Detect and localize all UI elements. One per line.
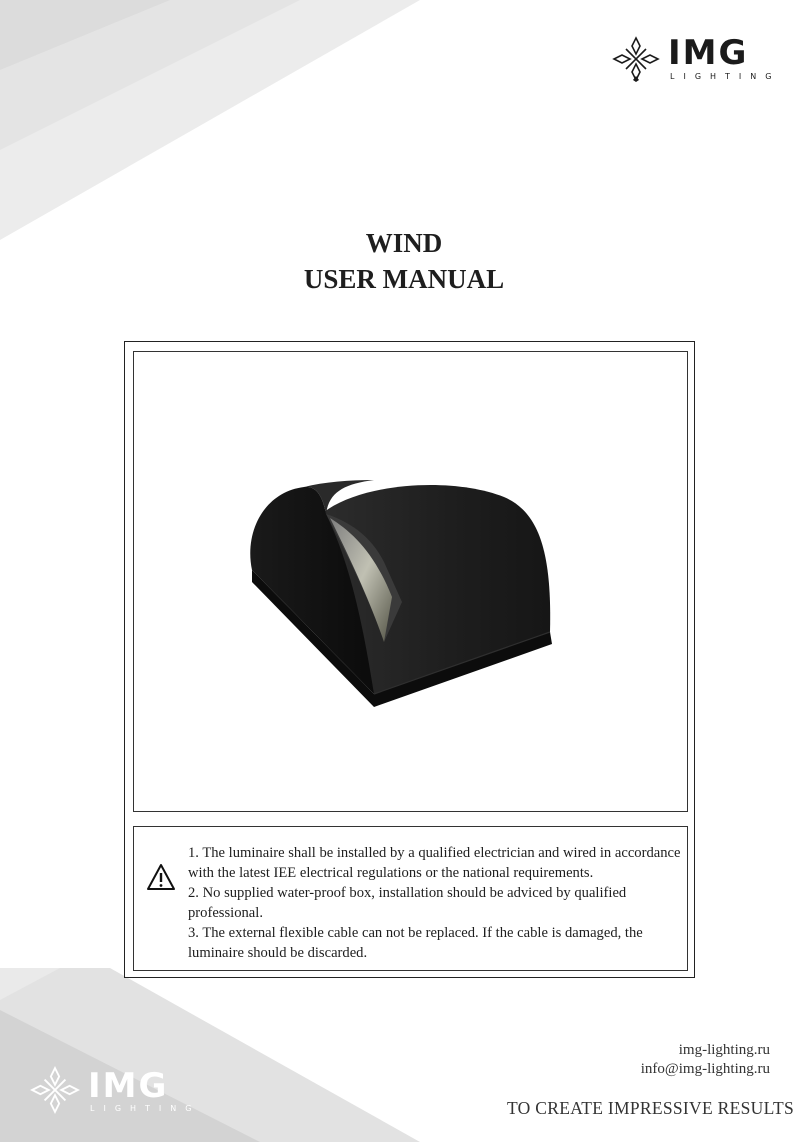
email-link[interactable]: info@img-lighting.ru — [640, 1061, 770, 1077]
warning-item-2: 2. No supplied water-proof box, installation should be adviced by qualified professional. — [188, 885, 627, 921]
brand-name-footer: IMG — [88, 1066, 169, 1106]
product-image — [234, 472, 564, 722]
brand-logo-top — [612, 33, 781, 82]
logo-star-icon — [612, 36, 660, 82]
safety-warnings-box — [133, 826, 688, 971]
brand-tagline-footer: LIGHTING — [90, 1104, 201, 1113]
warning-triangle-icon — [146, 863, 176, 891]
document-title: WIND — [365, 228, 443, 258]
warning-item-3: 3. The external flexible cable can not be replaced. If the cable is damaged, the luminaire should be discarded. — [188, 925, 643, 961]
logo-star-icon — [30, 1066, 80, 1114]
document-subtitle: USER MANUAL — [303, 264, 505, 294]
brand-tagline: LIGHTING — [670, 72, 781, 81]
brand-logo-bottom — [30, 1066, 200, 1116]
warning-list — [188, 843, 683, 963]
website-link[interactable]: img-lighting.ru — [678, 1042, 770, 1058]
product-image-box — [133, 351, 688, 812]
brand-name: IMG — [668, 33, 749, 73]
slogan: TO CREATE IMPRESSIVE RESULTS — [507, 1098, 794, 1118]
warning-item-1: 1. The luminaire shall be installed by a qualified electrician and wired in accordance with the latest IEE electrical regulations or the national requirements. — [188, 845, 681, 881]
